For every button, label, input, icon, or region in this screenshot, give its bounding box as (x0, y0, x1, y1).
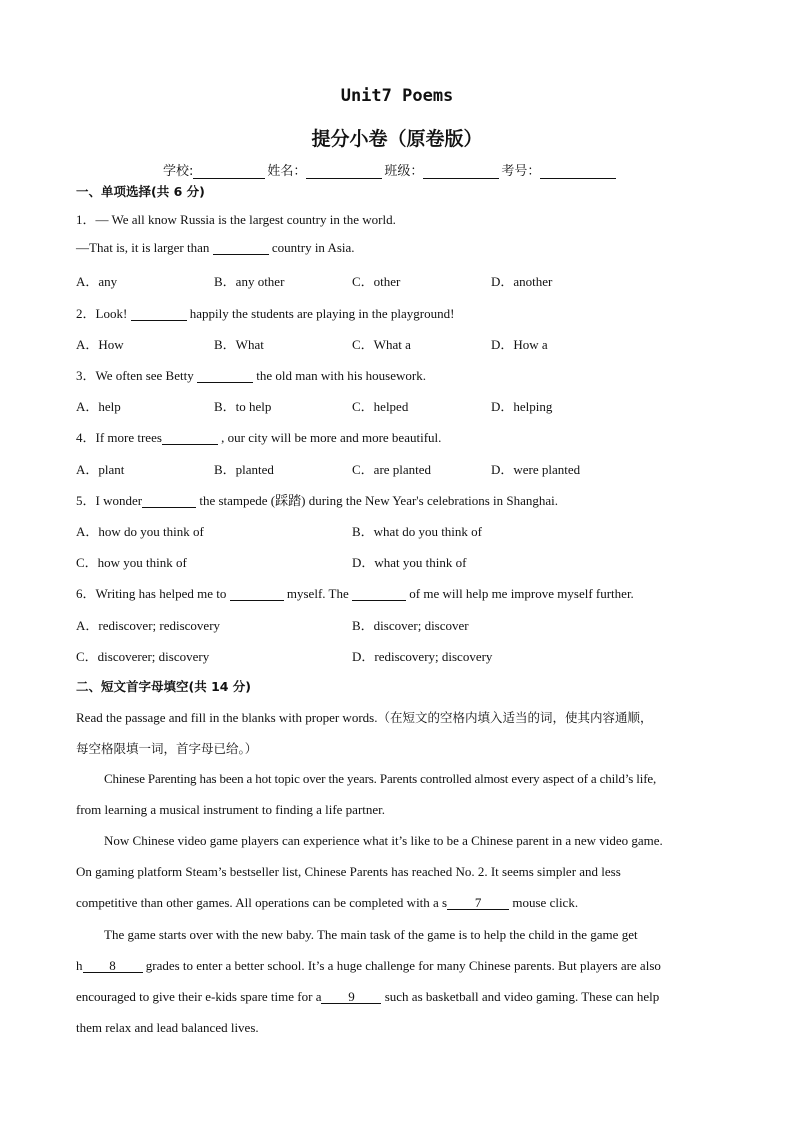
q3-blank[interactable] (197, 369, 253, 383)
q4-blank[interactable] (162, 431, 218, 445)
q2-option-d[interactable]: D．How a (491, 337, 548, 352)
section1-heading: 一、单项选择(共 6 分) (76, 184, 205, 199)
q2-option-c[interactable]: C．What a (352, 337, 411, 352)
passage-text: grades to enter a better school. It’s a huge challenge for many Chinese parents. But players are also (145, 958, 661, 973)
blank-8[interactable]: 8 (83, 959, 143, 973)
q3-option-b[interactable]: B．to help (214, 399, 272, 414)
q1-stem: 1．— We all know Russia is the largest country in the world. (76, 212, 396, 227)
passage-p1-line1: Chinese Parenting has been a hot topic over the years. Parents controlled almost every aspect of a child’s life, (104, 771, 657, 786)
q5-option-d[interactable]: D．what you think of (352, 555, 467, 570)
q3-option-d[interactable]: D．helping (491, 399, 553, 414)
q2-blank[interactable] (131, 307, 187, 321)
passage-p3-line1: The game starts over with the new baby. The main task of the game is to help the child in the game get (104, 927, 638, 942)
q4-option-b[interactable]: B．planted (214, 462, 274, 477)
q1-option-c[interactable]: C．other (352, 274, 401, 289)
q3-option-a[interactable]: A．help (76, 399, 121, 414)
q1-blank[interactable] (213, 241, 269, 255)
blank-9[interactable]: 9 (321, 990, 381, 1004)
q5-blank[interactable] (142, 494, 196, 508)
q3-text-a: 3．We often see Betty (76, 368, 194, 383)
passage-p2-line3 (76, 895, 716, 911)
name-field[interactable] (306, 164, 382, 179)
school-field[interactable] (193, 164, 265, 179)
q6-text-c: of me will help me improve myself further. (409, 586, 634, 601)
q5-option-b[interactable]: B．what do you think of (352, 524, 482, 539)
q3-stem (76, 365, 426, 384)
passage-text: mouse click. (512, 895, 579, 910)
blank-7[interactable]: 7 (447, 896, 509, 910)
instruction-chinese-1: （在短文的空格内填入适当的词，使其内容通顺， (377, 710, 653, 725)
q5-option-c[interactable]: C．how you think of (76, 555, 187, 570)
q3-option-c[interactable]: C．helped (352, 399, 409, 414)
q5-stem (76, 490, 558, 509)
q6-blank-1[interactable] (230, 587, 284, 601)
q6-stem (76, 583, 634, 602)
passage-p3-line4: them relax and lead balanced lives. (76, 1020, 259, 1035)
document-title: Unit7 Poems (340, 86, 454, 106)
passage-p3-line2 (76, 958, 716, 974)
q4-text-b: , our city will be more and more beautiful. (221, 430, 442, 445)
q1-option-d[interactable]: D．another (491, 274, 553, 289)
school-label: 学校: (163, 164, 194, 179)
q3-text-b: the old man with his housework. (256, 368, 426, 383)
number-field[interactable] (540, 164, 616, 179)
passage-text: competitive than other games. All operations can be completed with a s (76, 895, 448, 910)
q5-text-a: 5．I wonder (76, 493, 143, 508)
q1-text-a: —That is, it is larger than (76, 240, 210, 255)
q1-option-b[interactable]: B．any other (214, 274, 285, 289)
q4-text-a: 4．If more trees (76, 430, 162, 445)
passage-text: encouraged to give their e-kids spare time for a (76, 989, 322, 1004)
q6-text-b: myself. The (286, 586, 349, 601)
q6-text-a: 6．Writing has helped me to (76, 586, 227, 601)
q6-option-b[interactable]: B．discover; discover (352, 618, 469, 633)
q1-stem-line2 (76, 240, 355, 256)
q2-option-a[interactable]: A．How (76, 337, 124, 352)
q2-text-a: 2．Look! (76, 306, 128, 321)
passage-p1-line2: from learning a musical instrument to finding a life partner. (76, 802, 386, 817)
passage-p3-line3 (76, 989, 716, 1005)
q6-blank-2[interactable] (352, 587, 406, 601)
passage-text: such as basketball and video gaming. These can help (384, 989, 660, 1004)
q4-option-d[interactable]: D．were planted (491, 462, 581, 477)
q4-option-a[interactable]: A．plant (76, 462, 125, 477)
section2-heading: 二、短文首字母填空(共 14 分) (76, 679, 252, 694)
q5-text-b: the stampede (踩踏) during the New Year's celebrations in Shanghai. (199, 493, 559, 508)
q1-text-b: country in Asia. (271, 240, 355, 255)
class-label: 班级： (384, 164, 424, 179)
class-field[interactable] (423, 164, 499, 179)
q1-option-a[interactable]: A．any (76, 274, 118, 289)
q5-option-a[interactable]: A．how do you think of (76, 524, 204, 539)
student-info-line (163, 160, 618, 179)
q6-option-a[interactable]: A．rediscover; rediscovery (76, 618, 221, 633)
document-subtitle: 提分小卷（原卷版） (311, 128, 483, 150)
number-label: 考号： (501, 164, 541, 179)
q6-option-c[interactable]: C．discoverer; discovery (76, 649, 210, 664)
q6-option-d[interactable]: D．rediscovery; discovery (352, 649, 493, 664)
passage-p2-line2: On gaming platform Steam’s bestseller list, Chinese Parents has reached No. 2. It seems simpler and less (76, 864, 621, 879)
q4-stem (76, 427, 441, 446)
section2-instruction-line1 (76, 708, 716, 726)
q2-option-b[interactable]: B．What (214, 337, 264, 352)
passage-p2-line1: Now Chinese video game players can experience what it’s like to be a Chinese parent in a new video game. (104, 833, 663, 848)
name-label: 姓名： (267, 164, 307, 179)
q4-option-c[interactable]: C．are planted (352, 462, 432, 477)
q2-stem (76, 303, 454, 322)
q2-text-b: happily the students are playing in the playground! (189, 306, 455, 321)
passage-text: h (76, 958, 83, 973)
section2-instruction-line2: 每空格限填一词，首字母已给。） (76, 741, 258, 756)
instruction-english: Read the passage and fill in the blanks with proper words. (76, 710, 378, 725)
